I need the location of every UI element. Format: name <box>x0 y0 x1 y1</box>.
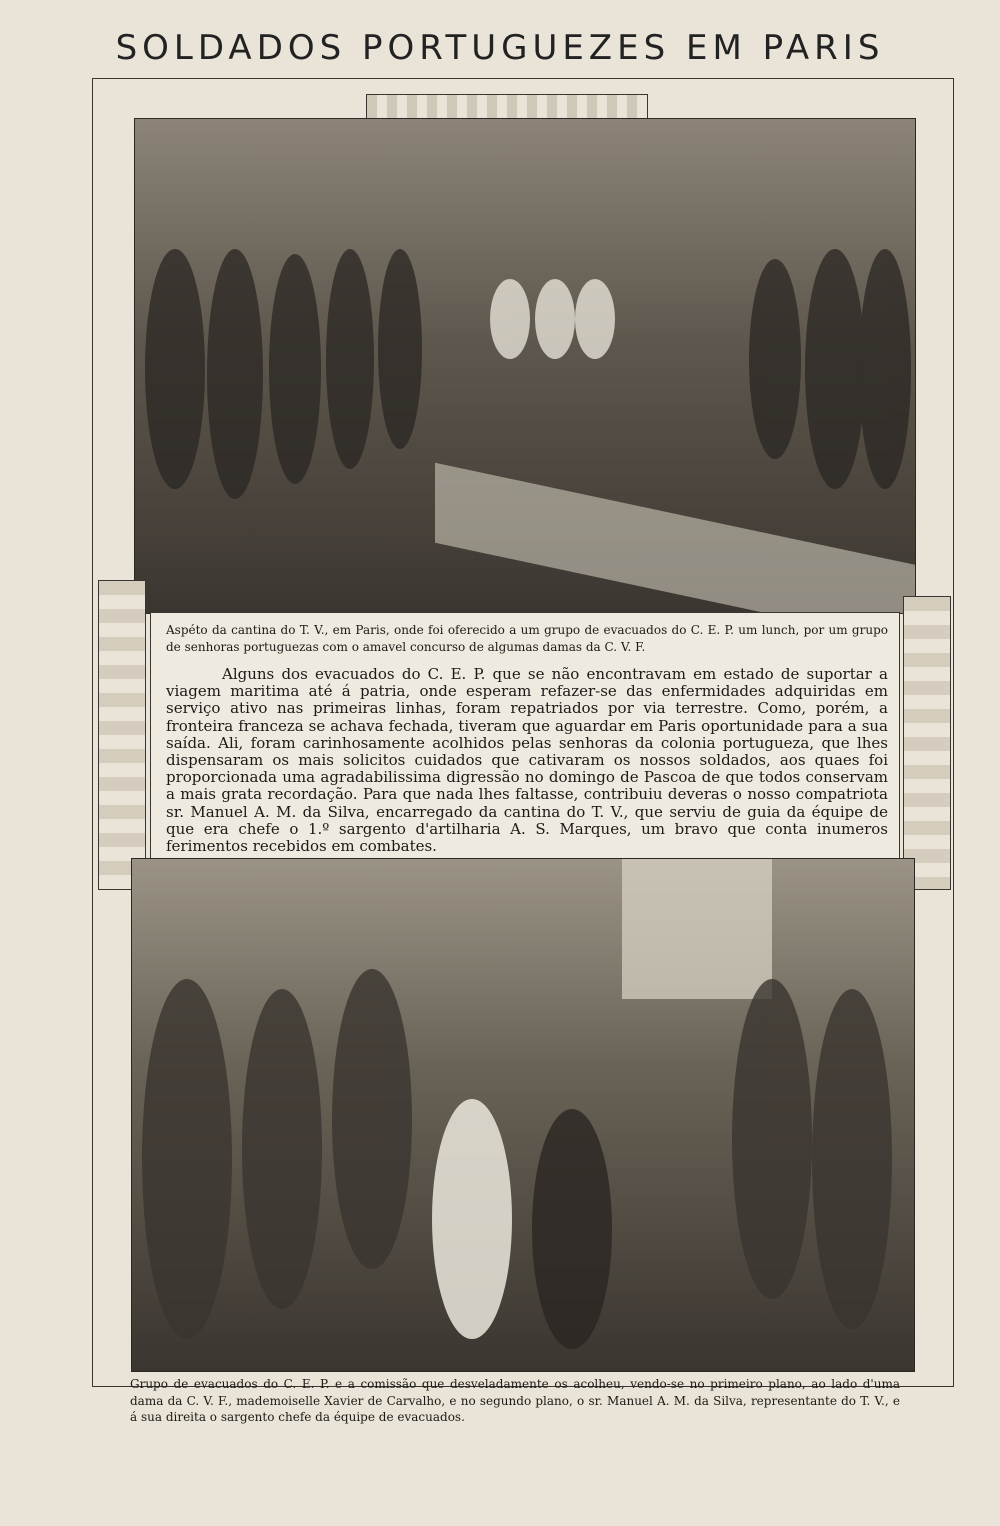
right-ornament <box>903 596 951 890</box>
group-photo-shapes <box>132 859 914 1371</box>
article-body <box>166 666 888 855</box>
top-photo-caption: Aspéto da cantina do T. V., em Paris, onde foi oferecido a um grupo de evacuados do C. E. P. um lunch, por um grupo de senhoras portuguezas com o amavel concurso de algumas damas da C. V. F. <box>166 623 888 654</box>
page-title: SOLDADOS PORTUGUEZES EM PARIS <box>115 28 885 68</box>
group-photo <box>131 858 915 1372</box>
cantina-photo <box>134 118 916 614</box>
article-paragraph: Alguns dos evacuados do C. E. P. que se não encontravam em estado de suportar a viagem maritima até á patria, onde esperam refazer-se das enfermidades adquiridas em serviço ativo nas primeiras linhas, foram repatriados por via terrestre. Como, porém, a fronteira franceza se achava fechada, tiveram que aguardar em Paris oportunidade para a sua saída. Ali, foram carinhosamente acolhidos pelas senhoras da colonia portugueza, que lhes dispensaram os mais solicitos cuidados que cativaram os nossos soldados, aos quaes foi proporcionada uma agradabilissima digressão no domingo de Pascoa de que todos conservam a mais grata recordação. Para que nada lhes faltasse, contribuiu deveras o nosso compatriota sr. Manuel A. M. da Silva, encarregado da cantina do T. V., que serviu de guia da équipe de que era chefe o 1.º sargento d'artilharia A. S. Marques, um bravo que conta inumeros ferimentos recebidos em combates. <box>166 665 888 856</box>
bottom-photo-caption: Grupo de evacuados do C. E. P. e a comissão que desveladamente os acolheu, vendo-se no primeiro plano, ao lado d'uma dama da C. V. F., mademoiselle Xavier de Carvalho, e no segundo plano, o sr. Manuel A. M. da Silva, representante do T. V., e á sua direita o sargento chefe da équipe de evacuados. <box>130 1377 900 1424</box>
cantina-photo-shapes <box>135 119 915 613</box>
left-ornament <box>98 580 146 890</box>
